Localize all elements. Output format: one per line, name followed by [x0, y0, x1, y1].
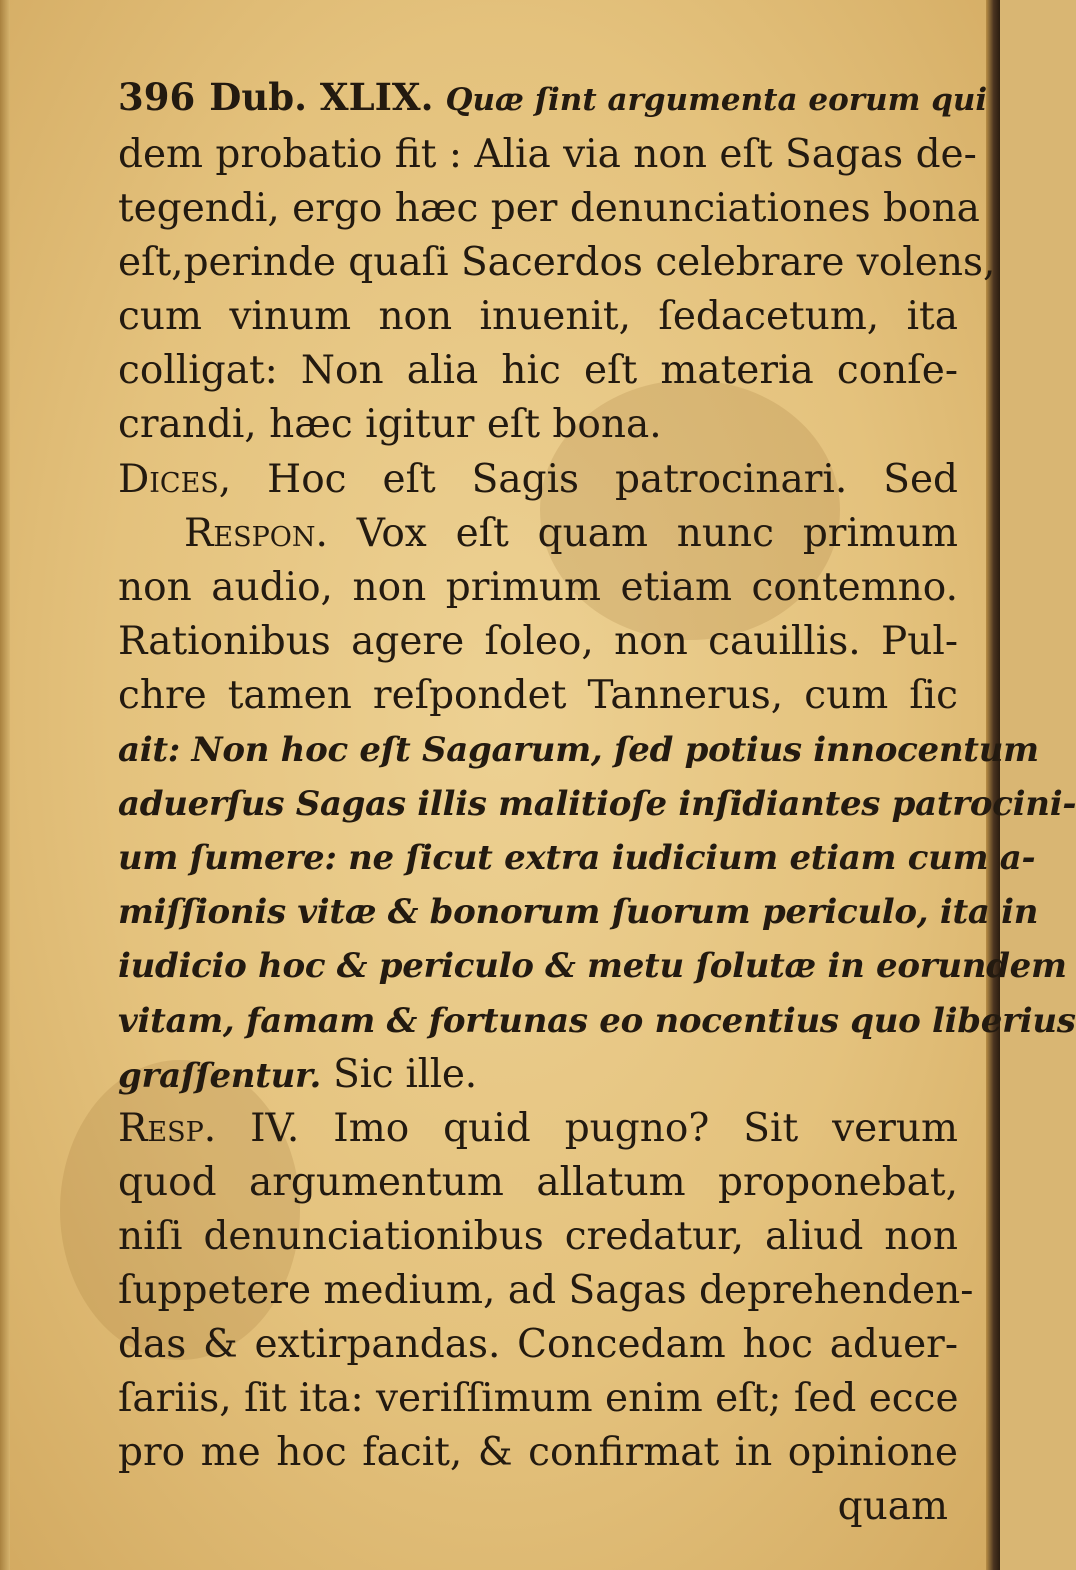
line-text: non audio, non primum etiam contemno. — [118, 564, 958, 610]
text-line — [118, 1210, 958, 1264]
line-text: eſt,perinde quaſi Sacerdos celebrare volens, — [118, 240, 996, 286]
body-text — [118, 128, 1076, 1534]
text-line — [118, 1048, 958, 1102]
running-head — [118, 72, 988, 122]
text-line — [118, 1372, 958, 1426]
text-line — [118, 1156, 958, 1210]
text-line — [118, 669, 958, 723]
text-line — [118, 1102, 958, 1156]
line-text: niſi denunciationibus credatur, aliud non — [118, 1213, 958, 1259]
text-line — [118, 885, 1039, 939]
text-line — [118, 777, 1076, 831]
text-line — [118, 615, 958, 669]
line-text: Rationibus agere ſoleo, non cauillis. Pul- — [118, 618, 958, 664]
line-text: chre tamen reſpondet Tannerus, cum ſic — [118, 672, 958, 718]
text-line — [118, 128, 977, 182]
text-line — [118, 398, 958, 452]
text-line — [118, 939, 1067, 993]
text-line — [118, 453, 958, 507]
line-text: miſſionis vitæ & bonorum ſuorum periculo, ita in — [118, 892, 1039, 933]
line-text: quod argumentum allatum proponebat, — [118, 1159, 958, 1205]
line-lead: Resp. — [118, 1105, 217, 1151]
text-line — [118, 182, 980, 236]
chapter-label: Dub. XLIX. — [209, 75, 434, 119]
text-line — [118, 723, 1039, 777]
line-text: cum vinum non inuenit, ſedacetum, ita — [118, 294, 958, 340]
line-text: aduerſus Sagas illis malitioſe inſidiantes patrocini- — [118, 784, 1076, 825]
line-text: Vox eſt quam nunc primum — [327, 510, 958, 556]
line-text: Non hoc eſt Sagarum, ſed potius innocentum — [191, 730, 1039, 771]
line-text: vitam, famam & fortunas eo nocentius quo liberius — [118, 1000, 1076, 1041]
line-text: colligat: Non alia hic eſt materia conſe- — [118, 348, 958, 394]
line-text: tegendi, ergo hæc per denunciationes bona — [118, 186, 980, 232]
page-left-edge — [0, 0, 10, 1570]
line-text: pro me hoc facit, & confirmat in opinione — [118, 1430, 958, 1476]
line-text: ſariis, ſit ita: veriſſimum enim eſt; ſed ecce — [118, 1376, 959, 1422]
text-line — [118, 344, 958, 398]
text-line — [118, 1318, 958, 1372]
line-tail: Sic ille. — [321, 1051, 477, 1097]
text-line — [118, 1426, 958, 1480]
text-line — [118, 1264, 974, 1318]
line-lead: Dices, — [118, 456, 232, 502]
text-line — [118, 994, 1076, 1048]
page-number: 396 — [118, 75, 196, 119]
text-line — [118, 507, 958, 561]
line-text: das & extirpandas. Concedam hoc aduer- — [118, 1322, 958, 1368]
line-text: Hoc eſt Sagis patrocinari. Sed — [231, 456, 958, 502]
catchword: quam — [837, 1484, 948, 1530]
line-text: um ſumere: ne ſicut extra iudicium etiam cum a- — [118, 838, 1036, 879]
line-text: IV. Imo quid pugno? Sit verum — [216, 1105, 958, 1151]
text-line — [118, 831, 1036, 885]
line-text: iudicio hoc & periculo & metu ſolutæ in eorundem — [118, 946, 1067, 987]
line-text: ſuppetere medium, ad Sagas deprehenden- — [118, 1267, 974, 1313]
text-line — [118, 561, 958, 615]
text-line — [118, 290, 958, 344]
running-title: Quæ ſint argumenta eorum qui — [445, 82, 988, 118]
line-lead: Respon. — [184, 510, 328, 556]
line-text: dem probatio fit : Alia via non eſt Sagas de- — [118, 132, 977, 177]
line-text: crandi, hæc igitur eſt bona. — [118, 402, 662, 448]
text-line — [118, 236, 996, 290]
line-lead: ait: — [118, 730, 192, 771]
line-text: graſſentur. — [118, 1055, 322, 1096]
